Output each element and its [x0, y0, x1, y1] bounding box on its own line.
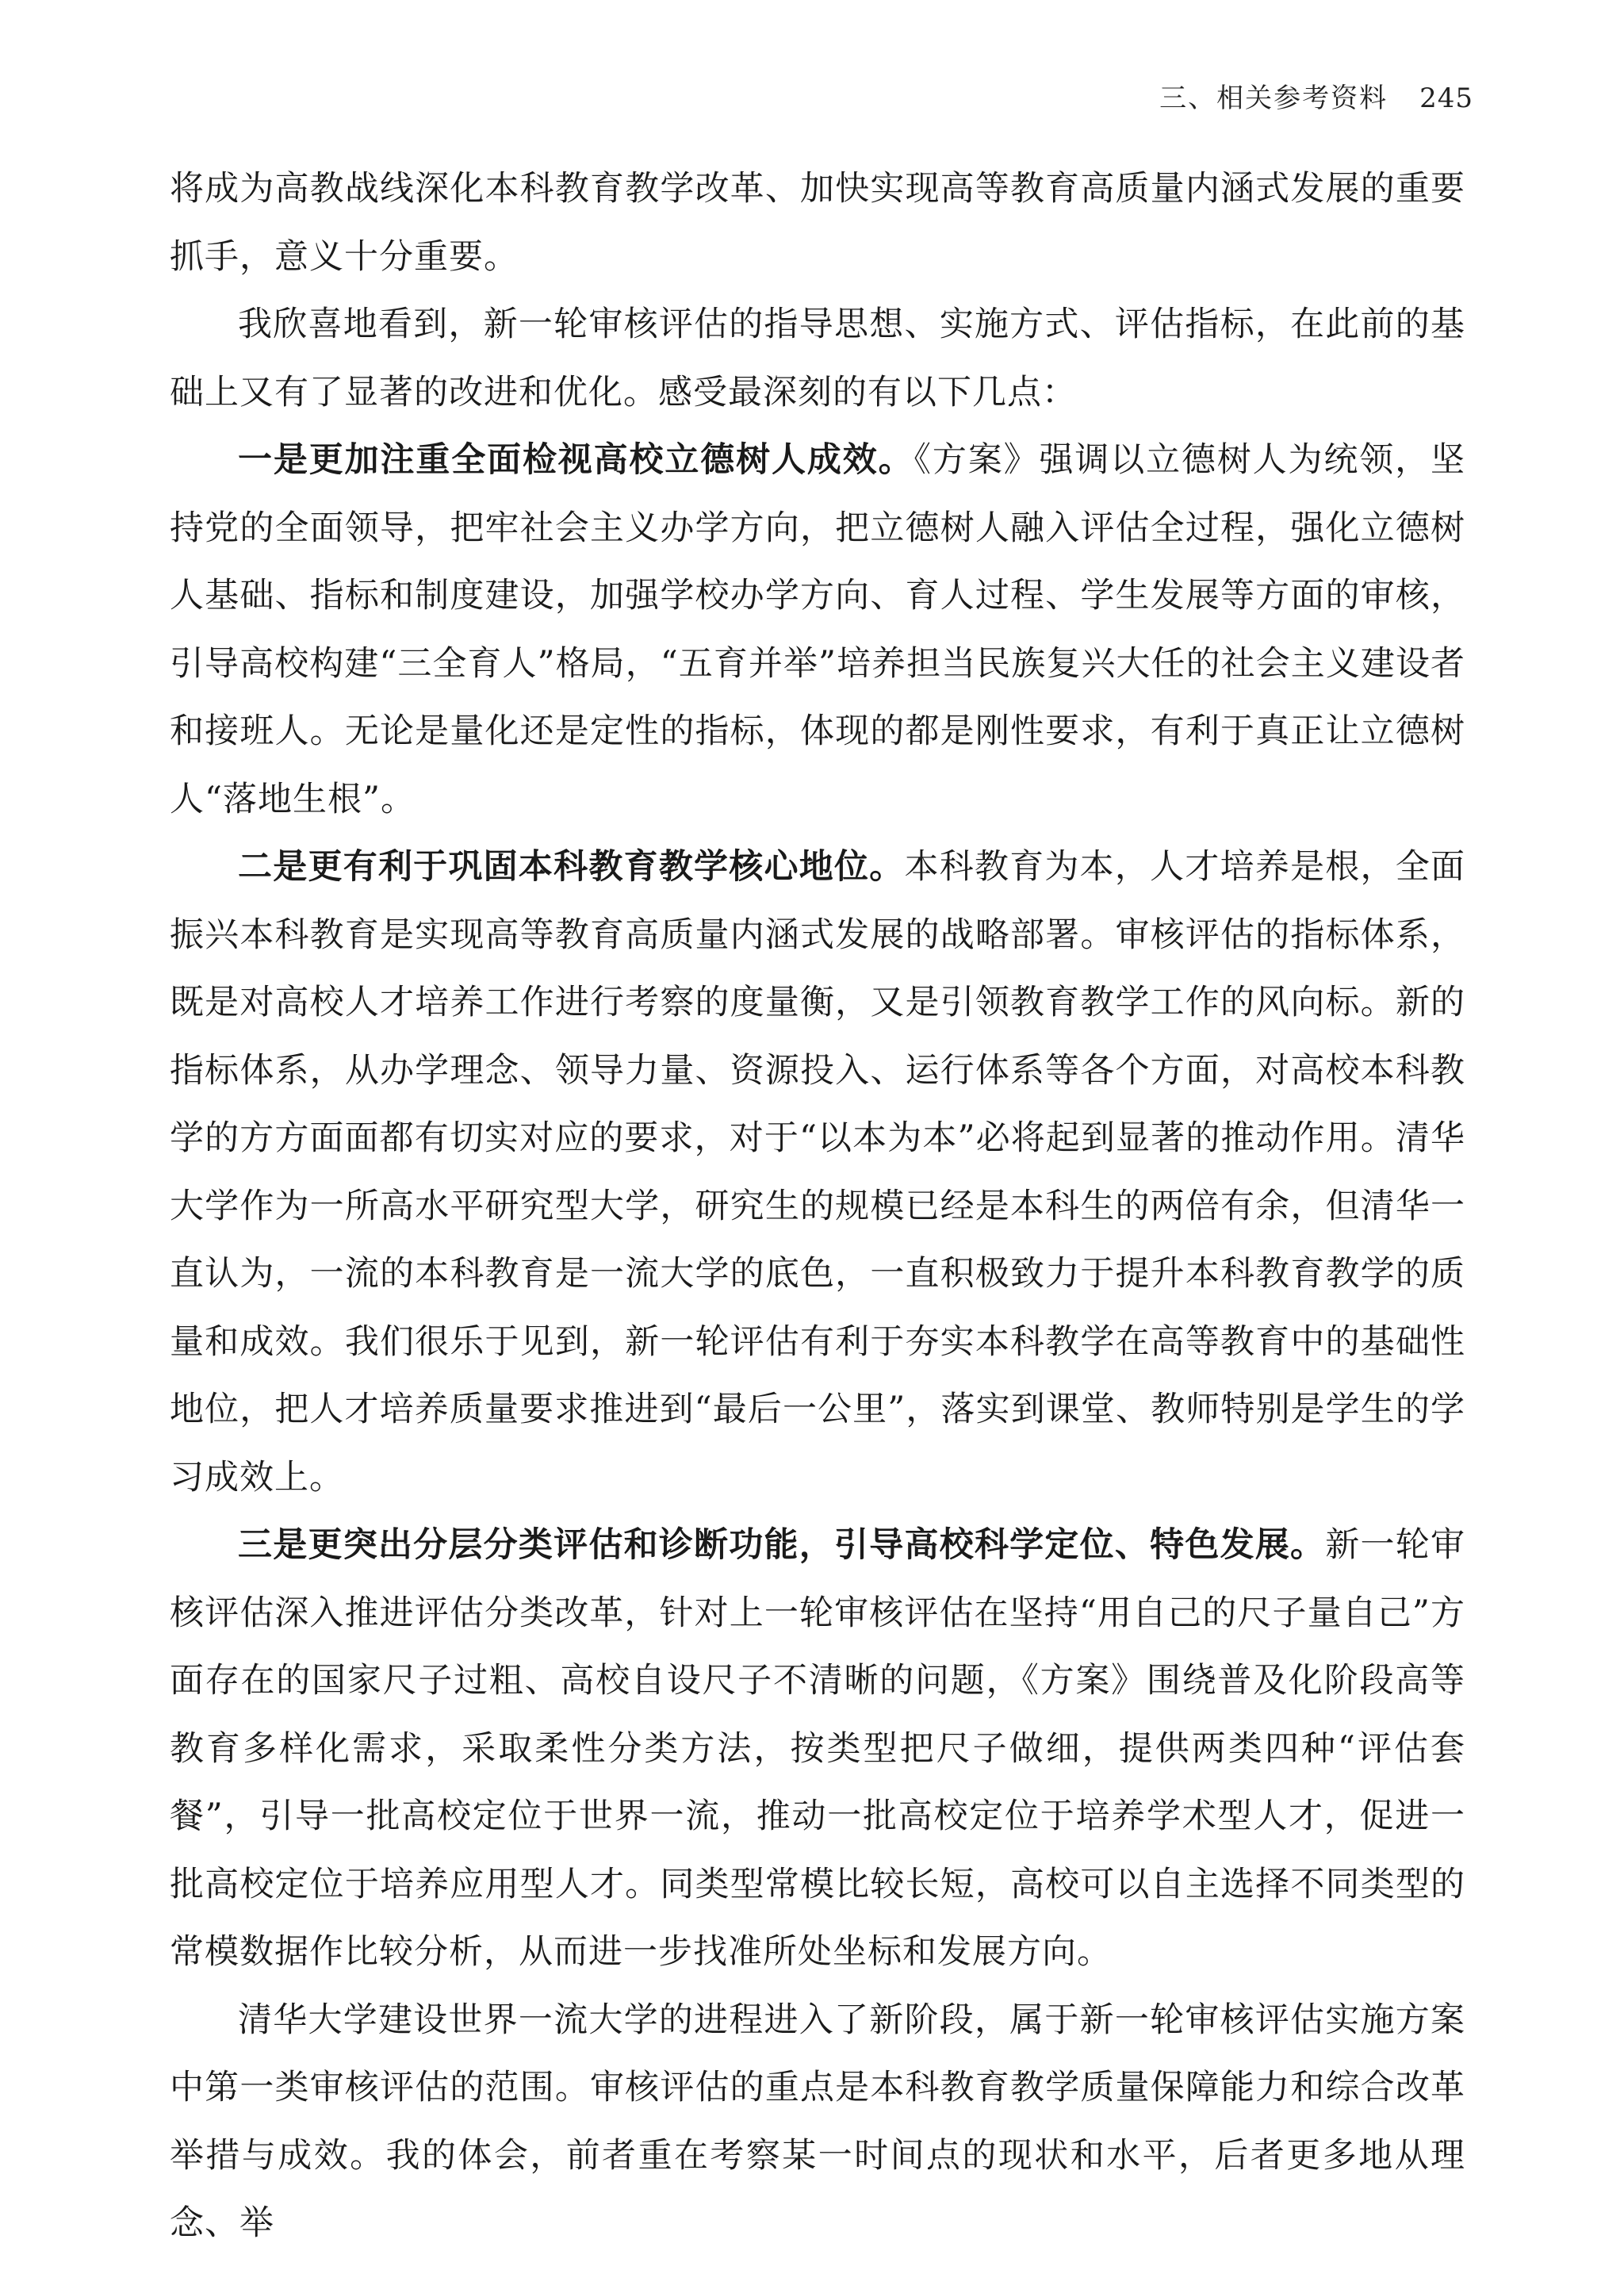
paragraph-text: 本科教育为本，人才培养是根，全面振兴本科教育是实现高等教育高质量内涵式发展的战略部署。审核评估的指标体系，既是对高校人才培养工作进行考察的度量衡，又是引领教育教学工作的风向标。新的指标体系，从办学理念、领导力量、资源投入、运行体系等各个方面，对高校本科教学的方方面面都有切实对应的要求，对于“以本为本”必将起到显著的推动作用。清华大学作为一所高水平研究型大学，研究生的规模已经是本科生的两倍有余，但清华一直认为，一流的本科教育是一流大学的底色，一直积极致力于提升本科教育教学的质量和成效。我们很乐于见到，新一轮评估有利于夯实本科教学在高等教育中的基础性地位，把人才培养质量要求推进到“最后一公里”，落实到课堂、教师特别是学生的学习成效上。 [170, 847, 1466, 1497]
paragraph-intro [170, 291, 1465, 427]
paragraph-text: 《方案》强调以立德树人为统领，坚持党的全面领导，把牢社会主义办学方向，把立德树人融入评估全过程，强化立德树人基础、指标和制度建设，加强学校办学方向、育人过程、学生发展等方面的审核，引导高校构建“三全育人”格局，“五育并举”培养担当民族复兴大任的社会主义建设者和接班人。无论是量化还是定性的指标，体现的都是刚性要求，有利于真正让立德树人“落地生根”。 [170, 440, 1466, 819]
paragraph-lead: 三是更突出分层分类评估和诊断功能，引导高校科学定位、特色发展。 [238, 1525, 1326, 1565]
paragraph-point-three [170, 1512, 1465, 1987]
paragraph-lead: 二是更有利于巩固本科教育教学核心地位。 [238, 847, 905, 887]
paragraph-tsinghua [170, 1987, 1465, 2258]
paragraph-text: 清华大学建设世界一流大学的进程进入了新阶段，属于新一轮审核评估实施方案中第一类审核评估的范围。审核评估的重点是本科教育教学质量保障能力和综合改革举措与成效。我的体会，前者重在考察某一时间点的现状和水平，后者更多地从理念、举 [170, 2000, 1465, 2243]
page-number: 245 [1419, 82, 1473, 114]
section-title: 三、相关参考资料 [1159, 82, 1388, 114]
paragraph-point-one [170, 427, 1465, 834]
paragraph-text: 新一轮审核评估深入推进评估分类改革，针对上一轮审核评估在坚持“用自己的尺子量自己”方面存在的国家尺子过粗、高校自设尺子不清晰的问题，《方案》围绕普及化阶段高等教育多样化需求，采取柔性分类方法，按类型把尺子做细，提供两类四种“评估套餐”，引导一批高校定位于世界一流，推动一批高校定位于培养学术型人才，促进一批高校定位于培养应用型人才。同类型常模比较长短，高校可以自主选择不同类型的常模数据作比较分析，从而进一步找准所处坐标和发展方向。 [170, 1525, 1466, 1972]
paragraph-lead: 一是更加注重全面检视高校立德树人成效。 [238, 440, 914, 480]
running-header [1159, 76, 1473, 115]
paragraph-continuation [170, 155, 1465, 291]
paragraph-point-two [170, 834, 1465, 1512]
paragraph-text: 将成为高教战线深化本科教育教学改革、加快实现高等教育高质量内涵式发展的重要抓手，意义十分重要。 [170, 169, 1465, 277]
paragraph-text: 我欣喜地看到，新一轮审核评估的指导思想、实施方式、评估指标，在此前的基础上又有了显著的改进和优化。感受最深刻的有以下几点： [170, 305, 1465, 412]
body-text [170, 155, 1465, 2258]
